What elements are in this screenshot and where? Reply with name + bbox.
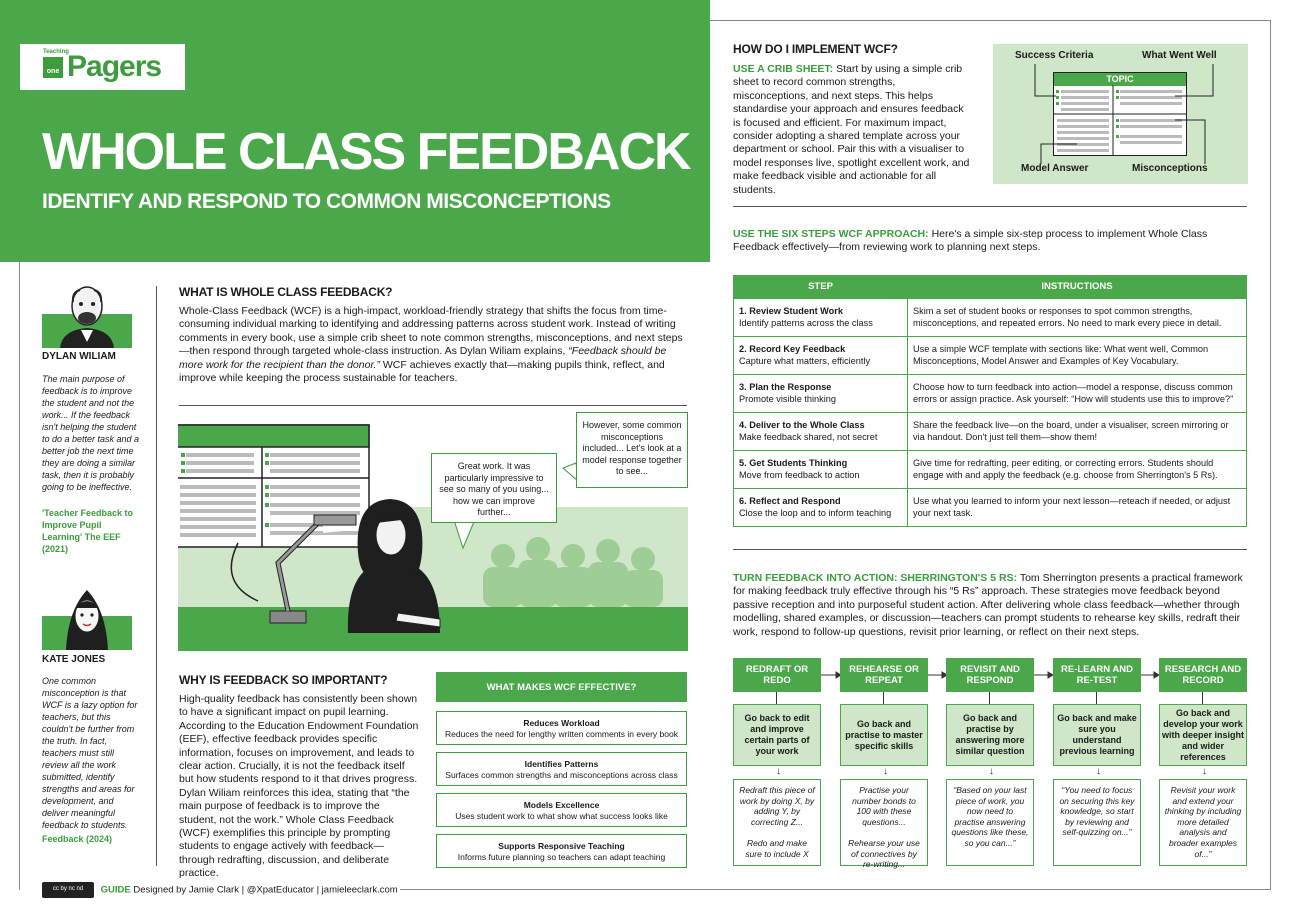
down-arrow-icon: ↓ (776, 766, 781, 777)
step-cell (734, 337, 908, 375)
step-title: 1. Review Student Work (739, 306, 843, 316)
person1-name: DYLAN WILIAM (42, 351, 116, 362)
logo-box: one (43, 57, 63, 78)
page-subtitle: IDENTIFY AND RESPOND TO COMMON MISCONCEPTIONS (42, 190, 611, 213)
table-row (734, 489, 1247, 527)
step-sub: Move from feedback to action (739, 469, 860, 480)
five-rs-lead: TURN FEEDBACK INTO ACTION: SHERRINGTON'S 5 RS: (733, 572, 1018, 584)
r-connector (1202, 692, 1203, 704)
effective-card-title: Identifies Patterns (524, 759, 599, 769)
col-step: STEP (734, 276, 908, 299)
step-sub: Capture what matters, efficiently (739, 355, 871, 366)
label-success-criteria: Success Criteria (1015, 50, 1094, 61)
r-head: RE-LEARN AND RE-TEST (1053, 658, 1141, 692)
r-connector (989, 692, 990, 704)
effective-card (436, 752, 687, 786)
footer (42, 882, 398, 898)
r-desc: Go back and practise by answering more similar question (946, 704, 1034, 766)
step-cell (734, 413, 908, 451)
r-desc: Go back and practise to master specific skills (840, 704, 928, 766)
table-row (734, 375, 1247, 413)
page-title: WHOLE CLASS FEEDBACK (42, 123, 690, 181)
instruction-cell: Choose how to turn feedback into action—model a response, discuss common errors or assign practice. Ask yourself: “How will students use this to improve?” (908, 375, 1247, 413)
instruction-cell: Use what you learned to inform your next lesson—reteach if needed, or adjust your next task. (908, 489, 1247, 527)
down-arrow-icon: ↓ (883, 766, 888, 777)
table-row (734, 451, 1247, 489)
sidebar-divider (156, 286, 157, 866)
effective-card-title: Supports Responsive Teaching (498, 841, 625, 851)
frame-top (710, 20, 1271, 21)
effective-card-text: Uses student work to what show what success looks like (455, 811, 668, 821)
effective-card (436, 834, 687, 868)
six-steps-text: Here's a simple six-step process to implement Whole Class Feedback effectively—from reviewing work to planning next steps. (733, 228, 1208, 254)
kate-jones-portrait-icon (42, 586, 132, 650)
effective-card-text: Reduces the need for lengthy written comments in every book (445, 729, 678, 739)
instruction-cell: Use a simple WCF template with sections like: What went well, Common Misconceptions, Model Answer and Examples of Key Vocabulary. (908, 337, 1247, 375)
six-steps-table (733, 275, 1247, 527)
table-row (734, 337, 1247, 375)
step-sub: Make feedback shared, not secret (739, 431, 878, 442)
implement-text: Start by using a simple crib sheet to record common strengths, misconceptions, and next steps. This helps standardise your approach and ensures feedback is focused and efficient. For maximum impact, consider adopting a shared template across your department or school. Pair this with a visualiser to model responses live, spotlight excellent work, and make feedback visible and actionable for all students. (733, 63, 970, 196)
person1-source: 'Teacher Feedback to Improve Pupil Learning' The EEF (2021) (42, 508, 134, 554)
person2-name: KATE JONES (42, 654, 106, 665)
r-head: REDRAFT OR REDO (733, 658, 821, 692)
speech-bubble-praise: Great work. It was particularly impressive to see so many of you using... how we can improve further... (431, 453, 557, 523)
r-desc: Go back to edit and improve certain parts of your work (733, 704, 821, 766)
step-sub: Promote visible thinking (739, 393, 837, 404)
divider-implement (733, 206, 1247, 207)
what-is-quote: “Feedback should be more work for the recipient than the donor.” (179, 345, 667, 371)
label-misconceptions: Misconceptions (1132, 163, 1208, 174)
person2-quote: One common misconception is that WCF is a lazy option for teachers, but this couldn't be further from the truth. In fact, teachers must still review all the work submitted, identify strengths and areas for development, and deliver meaningful feedback to students. (42, 676, 138, 830)
footer-guide: GUIDE (100, 884, 131, 896)
effective-card-text: Informs future planning so teachers can adapt teaching (457, 852, 666, 862)
r-column-research (1159, 658, 1247, 859)
r-head: RESEARCH AND RECORD (1159, 658, 1247, 692)
r-connector (883, 692, 884, 704)
r-example: Revisit your work and extend your thinking by including more detailed analysis and broader examples of...” (1159, 779, 1247, 866)
step-cell (734, 451, 908, 489)
r-head: REVISIT AND RESPOND (946, 658, 1034, 692)
effective-card (436, 711, 687, 745)
r-column-redraft (733, 658, 821, 859)
why-heading: WHY IS FEEDBACK SO IMPORTANT? (179, 673, 388, 687)
crib-topic: TOPIC (1054, 73, 1186, 86)
r-example: Redraft this piece of work by doing X, by adding Y, by correcting Z... Redo and make sure to include X (733, 779, 821, 866)
r-column-relearn (1053, 658, 1141, 838)
table-header-row (734, 276, 1247, 299)
step-cell (734, 489, 908, 527)
person2-source: Feedback (2024) (42, 834, 113, 844)
dylan-wiliam-portrait-icon (42, 284, 132, 348)
six-steps-intro (733, 228, 1247, 255)
speech-bubble-misconceptions: However, some common misconceptions included... Let's look at a model response together to see... (576, 412, 688, 488)
step-cell (734, 299, 908, 337)
effective-card-title: Models Excellence (523, 800, 600, 810)
r-connector (776, 692, 777, 704)
what-is-body-b: WCF achieves exactly that—making pupils think, reflect, and improve while keeping the process sustainable for teachers. (179, 358, 665, 385)
table-row (734, 413, 1247, 451)
r-connector (1096, 692, 1097, 704)
r-column-rehearse (840, 658, 928, 870)
instruction-cell: Skim a set of student books or responses to spot common strengths, misconceptions, and repeated errors. No need to mark every piece in detail. (908, 299, 1247, 337)
crib-sheet-diagram (993, 44, 1248, 184)
logo-small-text: Teaching (43, 49, 69, 55)
implement-body (733, 63, 973, 197)
five-rs-flow (733, 658, 1247, 868)
down-arrow-icon: ↓ (989, 766, 994, 777)
creative-commons-icon: cc by nc nd (42, 882, 94, 898)
r-example: Practise your number bonds to 100 with these questions... Rehearse your use of connectives by re-writing... (840, 779, 928, 866)
five-rs-intro (733, 572, 1247, 639)
effective-card-text: Surfaces common strengths and misconceptions across class (445, 770, 678, 780)
divider-six-steps (733, 549, 1247, 550)
table-row (734, 299, 1247, 337)
person1-quote: The main purpose of feedback is to improve the student and not the work... If the feedback isn't helping the student to do a better task and a better job the next time they are doing a similar task, then it is probably going to be ineffective. (42, 374, 140, 492)
instruction-cell: Share the feedback live—on the board, under a visualiser, screen mirroring or via handout. Don't just tell them—show them! (908, 413, 1247, 451)
what-is-body (179, 305, 687, 385)
down-arrow-icon: ↓ (1096, 766, 1101, 777)
logo (20, 44, 185, 90)
effective-card-title: Reduces Workload (523, 718, 600, 728)
r-example: “Based on your last piece of work, you now need to practise answering questions like these, so you can...” (946, 779, 1034, 866)
step-sub: Close the loop and to inform teaching (739, 507, 892, 518)
r-head: REHEARSE OR REPEAT (840, 658, 928, 692)
logo-name: Pagers (67, 50, 162, 83)
col-instructions: INSTRUCTIONS (908, 276, 1247, 299)
instruction-cell: Give time for redrafting, peer editing, or correcting errors. Students should engage with and apply the feedback (e.g. choose from Sherrington's 5 Rs). (908, 451, 1247, 489)
six-steps-lead: USE THE SIX STEPS WCF APPROACH: (733, 228, 929, 240)
footer-credit[interactable]: Designed by Jamie Clark | @XpatEducator | jamieleeclark.com (133, 884, 398, 896)
implement-heading: HOW DO I IMPLEMENT WCF? (733, 42, 898, 56)
what-is-heading: WHAT IS WHOLE CLASS FEEDBACK? (179, 285, 393, 299)
r-example: “You need to focus on securing this key knowledge, so start by reviewing and self-quizzing on...” (1053, 779, 1141, 866)
divider-what-is (179, 405, 687, 406)
down-arrow-icon: ↓ (1202, 766, 1207, 777)
label-what-went-well: What Went Well (1142, 50, 1217, 61)
what-is-body-a: Whole-Class Feedback (WCF) is a high-impact, workload-friendly strategy that shifts the focus from time-consuming individual marking to identifying and addressing patterns across student work. Instead of writing comments in every book, use a simple crib sheet to note common strengths, misconceptions, and next steps—then respond through targeted whole-class instruction. As Dylan Wiliam explains, (179, 305, 683, 358)
label-model-answer: Model Answer (1021, 163, 1089, 174)
step-title: 3. Plan the Response (739, 382, 832, 392)
step-title: 2. Record Key Feedback (739, 344, 846, 354)
step-title: 6. Reflect and Respond (739, 496, 841, 506)
implement-lead: USE A CRIB SHEET: (733, 63, 834, 75)
step-title: 4. Deliver to the Whole Class (739, 420, 865, 430)
effective-card (436, 793, 687, 827)
effective-heading: WHAT MAKES WCF EFFECTIVE? (436, 672, 687, 702)
step-cell (734, 375, 908, 413)
step-sub: Identify patterns across the class (739, 317, 873, 328)
frame-right (1270, 20, 1271, 890)
r-column-revisit (946, 658, 1034, 848)
hero-banner (0, 0, 710, 262)
step-title: 5. Get Students Thinking (739, 458, 848, 468)
five-rs-text: Tom Sherrington presents a practical framework for making feedback truly effective through his “5 Rs” approach. These strategies move feedback beyond passive reception and into purposeful student action. After delivering whole class feedback—whether through modelling, shared examples, or discussion—teachers can prompt students to rehearse key skills, redraft their work, respond to follow-up questions, revisit prior learning, or reflect on their next steps. (733, 572, 1243, 638)
r-desc: Go back and develop your work with deeper insight and wider references (1159, 704, 1247, 766)
r-desc: Go back and make sure you understand previous learning (1053, 704, 1141, 766)
why-body: High-quality feedback has consistently been shown to have a significant impact on pupil learning. According to the Education Endowment Foundation (EEF), effective feedback provides specific information, focuses on improvement, and leads to clear action. Crucially, it is not the feedback itself but how students respond to it that drives progress. Dylan Wiliam reinforces this idea, stating that “the main purpose of feedback is to improve the student, not the work.” Whole Class Feedback (WCF) exemplifies this principle by prompting students to engage actively with feedback—through redrafting, discussion, and deliberate practice. (179, 693, 419, 880)
frame-bottom (400, 889, 1271, 890)
